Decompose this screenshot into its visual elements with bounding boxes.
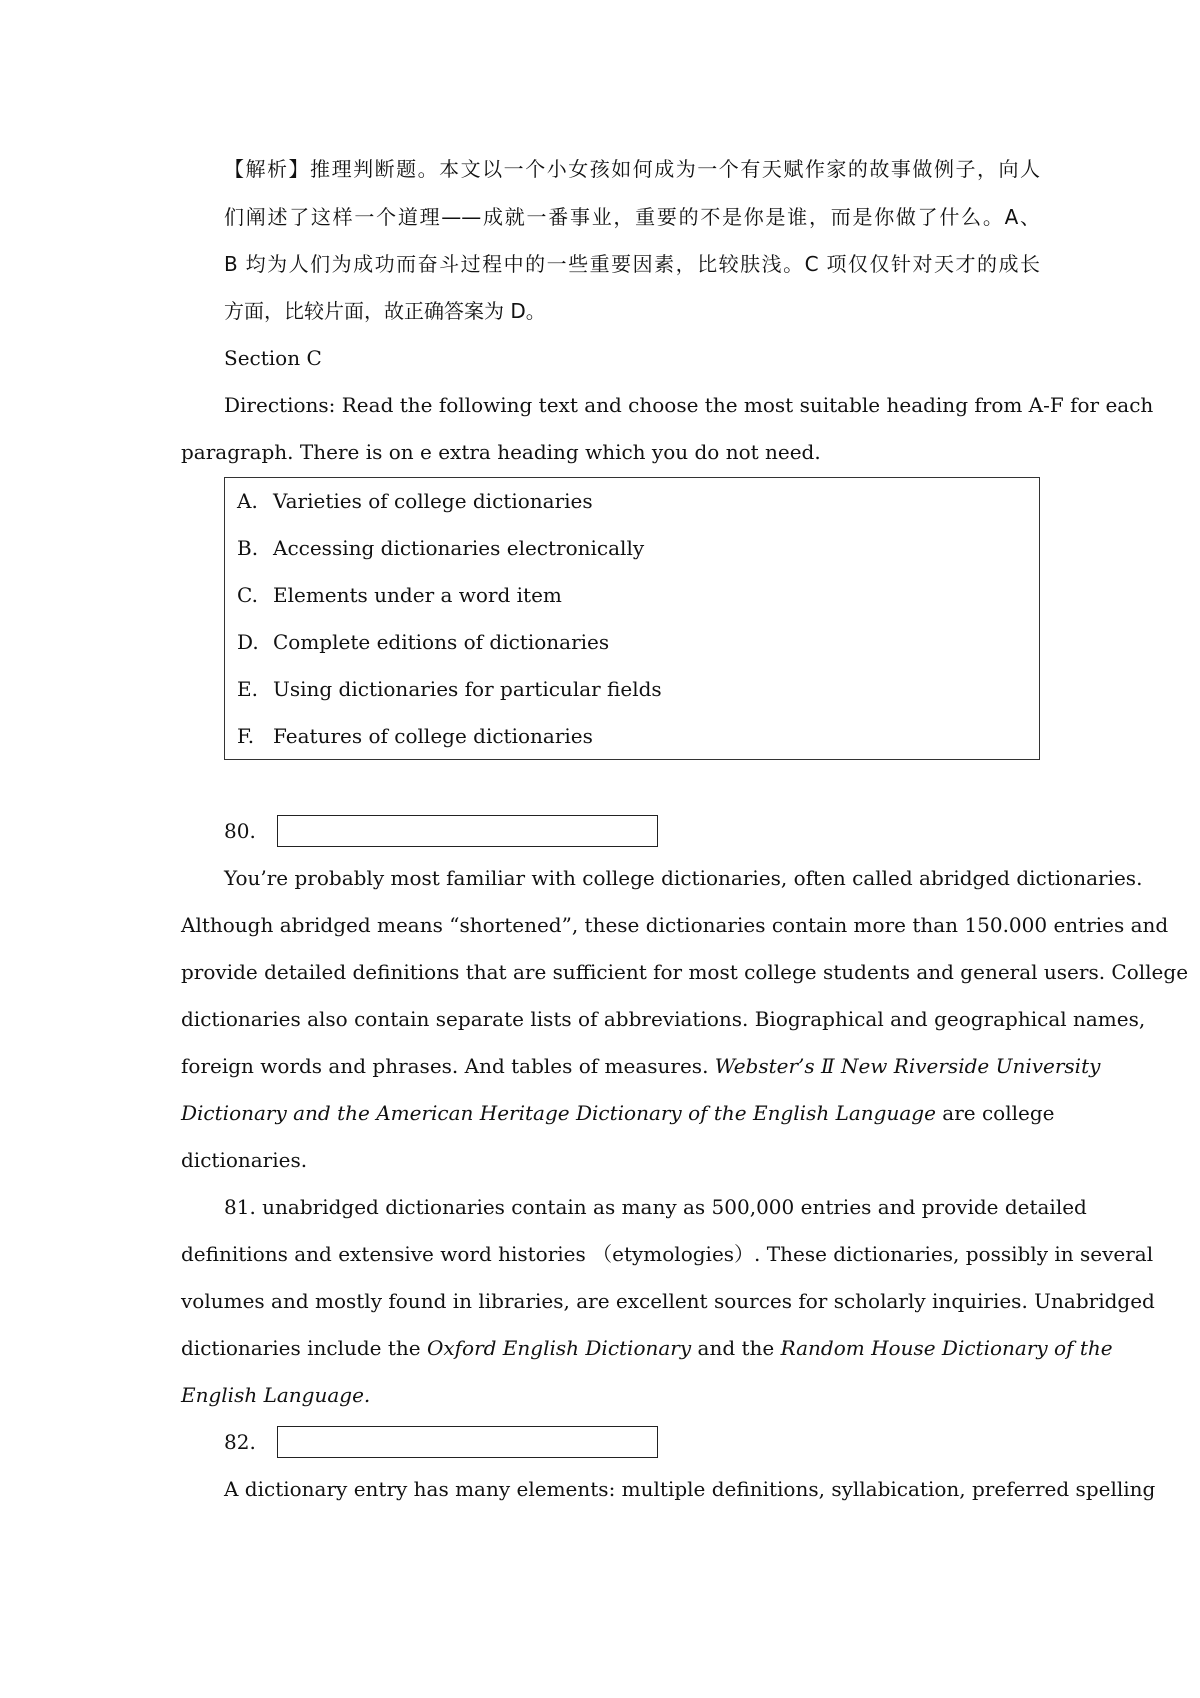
q80-line-2: Although abridged means “shortened”, these dictionaries contain more than 150.000 entries and xyxy=(181,913,1169,937)
directions-line-2: paragraph. There is on e extra heading which you do not need. xyxy=(181,440,821,464)
option-letter: E. xyxy=(237,677,258,701)
analysis-line-1: 【解析】推理判断题。本文以一个小女孩如何成为一个有天赋作家的故事做例子，向人 xyxy=(224,157,1040,181)
q81-line-4-a: dictionaries include the xyxy=(181,1336,421,1360)
option-text: Varieties of college dictionaries xyxy=(273,489,593,513)
q81-line-1: 81. unabridged dictionaries contain as many as 500,000 entries and provide detailed xyxy=(224,1195,1087,1219)
q80-line-6 xyxy=(181,1099,1055,1127)
option-letter: C. xyxy=(237,583,258,607)
q81-line-3: volumes and mostly found in libraries, are excellent sources for scholarly inquiries. Unabridged xyxy=(181,1289,1155,1313)
analysis-line-2: 们阐述了这样一个道理——成就一番事业，重要的不是你是谁，而是你做了什么。A、 xyxy=(224,205,1040,229)
option-a xyxy=(237,487,593,515)
q80-line-5-italic: Webster’s Ⅱ New Riverside University xyxy=(714,1054,1101,1078)
option-e xyxy=(237,675,662,703)
q80-line-3: provide detailed definitions that are sufficient for most college students and general users. College xyxy=(181,960,1189,984)
q80-line-6-plain: are college xyxy=(942,1101,1055,1125)
option-text: Features of college dictionaries xyxy=(273,724,593,748)
answer-box-82[interactable] xyxy=(277,1426,658,1458)
q82-line-1: A dictionary entry has many elements: multiple definitions, syllabication, preferred spelling xyxy=(224,1477,1156,1501)
q81-line-4-c: and the xyxy=(697,1336,775,1360)
q80-line-5-plain: foreign words and phrases. And tables of measures. xyxy=(181,1054,709,1078)
option-letter: F. xyxy=(237,724,255,748)
analysis-line-3: B 均为人们为成功而奋斗过程中的一些重要因素，比较肤浅。C 项仅仅针对天才的成长 xyxy=(224,252,1040,276)
option-f xyxy=(237,722,593,750)
heading-options-box xyxy=(224,477,1040,760)
option-text: Elements under a word item xyxy=(273,583,562,607)
q80-line-4: dictionaries also contain separate lists of abbreviations. Biographical and geographical names, xyxy=(181,1007,1146,1031)
option-letter: A. xyxy=(237,489,258,513)
option-letter: B. xyxy=(237,536,259,560)
q81-line-2: definitions and extensive word histories （etymologies）. These dictionaries, possibly in several xyxy=(181,1242,1154,1266)
question-80-number: 80. xyxy=(224,819,256,843)
option-text: Complete editions of dictionaries xyxy=(273,630,610,654)
analysis-line-4: 方面，比较片面，故正确答案为 D。 xyxy=(224,299,546,323)
q80-line-6-italic: Dictionary and the American Heritage Dictionary of the English Language xyxy=(181,1101,936,1125)
option-text: Using dictionaries for particular fields xyxy=(273,677,662,701)
option-c xyxy=(237,581,562,609)
directions-line-1: Directions: Read the following text and choose the most suitable heading from A-F for each xyxy=(224,393,1154,417)
q81-line-4-d: Random House Dictionary of the xyxy=(780,1336,1113,1360)
q81-line-4 xyxy=(181,1334,1113,1362)
option-text: Accessing dictionaries electronically xyxy=(273,536,645,560)
q81-line-5 xyxy=(181,1381,370,1409)
option-d xyxy=(237,628,609,656)
answer-box-80[interactable] xyxy=(277,815,658,847)
q81-line-4-b: Oxford English Dictionary xyxy=(426,1336,692,1360)
q80-line-5 xyxy=(181,1052,1101,1080)
question-82-number: 82. xyxy=(224,1430,256,1454)
option-letter: D. xyxy=(237,630,259,654)
option-b xyxy=(237,534,644,562)
q81-line-5-italic: English Language. xyxy=(181,1383,371,1407)
q80-line-1: You’re probably most familiar with college dictionaries, often called abridged dictionaries. xyxy=(224,866,1143,890)
q80-line-7: dictionaries. xyxy=(181,1148,308,1172)
section-title: Section C xyxy=(224,346,322,370)
